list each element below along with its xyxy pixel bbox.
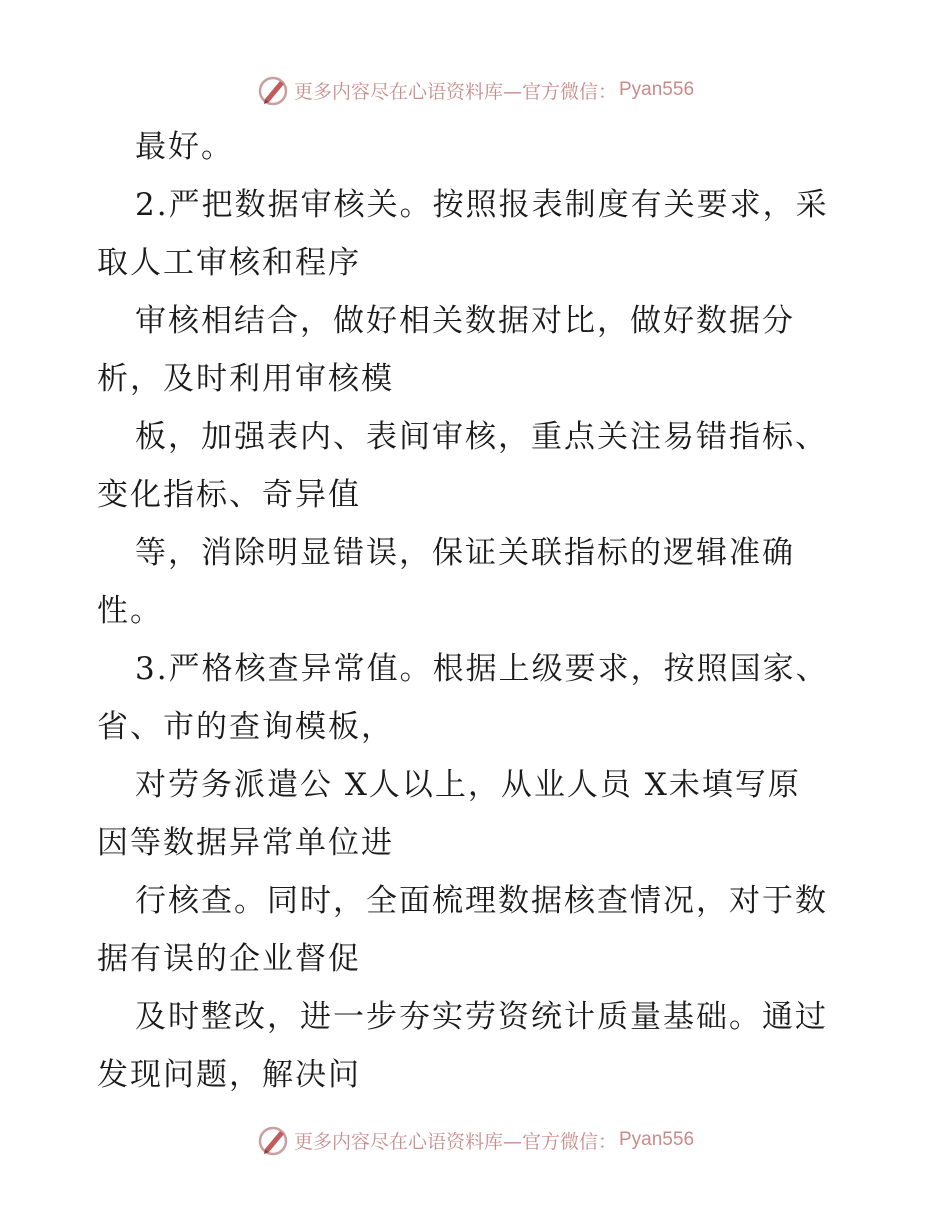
text-line: 对劳务派遣公 X人以上，从业人员 X未填写原 xyxy=(135,767,801,803)
text-line: 2.严把数据审核关。按照报表制度有关要求，采 xyxy=(135,187,829,223)
header-watermark xyxy=(0,68,950,112)
document-body xyxy=(97,118,857,1104)
text-line: 审核相结合，做好相关数据对比，做好数据分 xyxy=(135,303,795,339)
text-line: 等，消除明显错误，保证关联指标的逻辑准确 xyxy=(135,535,795,571)
text-line: 最好。 xyxy=(135,129,234,165)
text-line: 取人工审核和程序 xyxy=(97,245,361,281)
text-line: 析，及时利用审核模 xyxy=(97,361,394,397)
text-line: 行核查。同时，全面梳理数据核查情况，对于数 xyxy=(135,883,828,919)
text-line: 变化指标、奇异值 xyxy=(97,477,361,513)
footer-watermark xyxy=(0,1118,950,1162)
text-line: 因等数据异常单位进 xyxy=(97,825,394,861)
text-line: 3.严格核查异常值。根据上级要求，按照国家、 xyxy=(135,651,829,687)
text-line: 发现问题，解决问 xyxy=(97,1057,361,1093)
watermark-text: 更多内容尽在心语资料库—官方微信： xyxy=(293,80,617,103)
pen-logo-icon xyxy=(256,1123,290,1157)
text-line: 据有误的企业督促 xyxy=(97,941,361,977)
watermark-id: Pyan556 xyxy=(619,79,695,100)
text-line: 及时整改，进一步夯实劳资统计质量基础。通过 xyxy=(135,999,828,1035)
text-line: 板，加强表内、表间审核，重点关注易错指标、 xyxy=(135,419,828,455)
text-line: 省、市的查询模板， xyxy=(97,709,394,745)
watermark-id: Pyan556 xyxy=(619,1129,695,1150)
text-line: 性。 xyxy=(97,593,163,629)
pen-logo-icon xyxy=(256,73,290,107)
watermark-text: 更多内容尽在心语资料库—官方微信： xyxy=(293,1130,617,1153)
